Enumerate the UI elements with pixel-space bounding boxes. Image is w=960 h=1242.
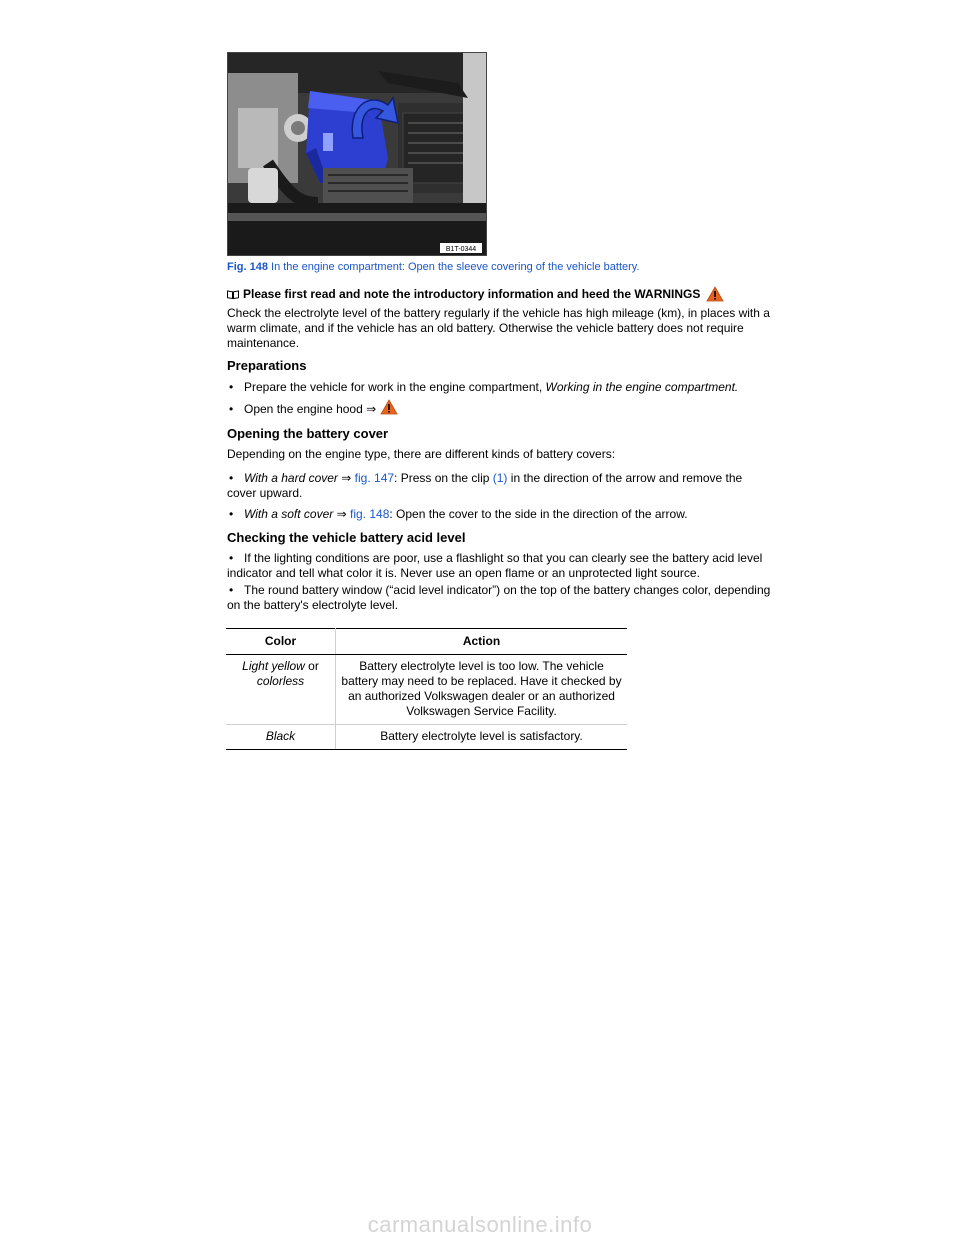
figure-caption-label: Fig. 148 bbox=[227, 261, 268, 273]
table-row bbox=[226, 655, 627, 725]
preparations-heading: Preparations bbox=[227, 358, 307, 373]
checking-item-1-text: If the lighting conditions are poor, use a flashlight so that you can clearly see the battery acid level indicator and tell what color it is. Never use an open flame or an unprotected light source. bbox=[227, 551, 763, 580]
figure-caption bbox=[227, 261, 640, 273]
checking-item-2-text: The round battery window (“acid level indicator”) on the top of the battery changes color, depending on the battery's electrolyte level. bbox=[227, 583, 771, 612]
preparations-item-2 bbox=[227, 402, 772, 417]
figure-caption-text: In the engine compartment: Open the sleeve covering of the vehicle battery. bbox=[267, 261, 640, 273]
opening-item-1 bbox=[227, 471, 772, 501]
color-action-table bbox=[226, 628, 627, 750]
color-cell bbox=[226, 655, 336, 725]
fig-147-link[interactable]: fig. 147 bbox=[354, 471, 395, 485]
opening-intro: Depending on the engine type, there are different kinds of battery covers: bbox=[227, 447, 616, 461]
intro-paragraph: Check the electrolyte level of the battery regularly if the vehicle has high mileage (km), in places with a warm climate, and if the vehicle has an old battery. Otherwise the vehicle battery does not require maintenance. bbox=[227, 306, 770, 350]
bullet-icon: • bbox=[229, 583, 234, 597]
engine-compartment-figure bbox=[227, 52, 487, 256]
arrow-text: ⇒ bbox=[337, 471, 355, 485]
bullet-icon: • bbox=[229, 507, 234, 521]
color-colorless: colorless bbox=[256, 674, 305, 688]
color-black: Black bbox=[265, 729, 296, 743]
checking-item-2 bbox=[227, 583, 772, 613]
opening-heading: Opening the battery cover bbox=[227, 426, 389, 441]
warning-triangle-icon[interactable] bbox=[706, 286, 724, 302]
color-light-yellow: Light yellow bbox=[242, 659, 305, 673]
checking-item-1 bbox=[227, 551, 772, 581]
opening-item-2 bbox=[227, 507, 772, 522]
bullet-icon: • bbox=[229, 380, 234, 394]
action-cell: Battery electrolyte level is too low. The vehicle battery may need to be replaced. Have it checked by an authorized Volkswagen dealer or an authorized Volkswagen Service Facility. bbox=[336, 655, 628, 725]
action-cell: Battery electrolyte level is satisfactory. bbox=[336, 725, 628, 750]
bullet-icon: • bbox=[229, 471, 234, 485]
intro-note bbox=[227, 286, 724, 302]
warning-triangle-icon[interactable] bbox=[380, 399, 398, 415]
color-cell bbox=[226, 725, 336, 750]
fig-148-link[interactable]: fig. 148 bbox=[350, 507, 390, 521]
bullet-icon: • bbox=[229, 551, 234, 565]
working-engine-link[interactable]: Working in the engine compartment. bbox=[545, 380, 739, 394]
hard-cover-label: With a hard cover bbox=[244, 471, 338, 485]
figure-code: B1T-0344 bbox=[445, 246, 477, 253]
opening-item-1-text-b: in the direction of the arrow and remove the cover upward. bbox=[227, 471, 743, 500]
soft-cover-label: With a soft cover bbox=[244, 507, 334, 521]
opening-item-1-text-a: : Press on the clip bbox=[394, 471, 493, 485]
color-column-header: Color bbox=[226, 629, 336, 655]
intro-text: Please first read and note the introductory information and heed the WARNINGS bbox=[243, 287, 701, 301]
preparations-item-1 bbox=[227, 380, 772, 395]
action-column-header: Action bbox=[336, 629, 628, 655]
opening-item-2-text: : Open the cover to the side in the direction of the arrow. bbox=[389, 507, 688, 521]
bullet-icon: • bbox=[229, 402, 234, 416]
site-watermark: carmanualsonline.info bbox=[367, 1212, 593, 1237]
table-row bbox=[226, 725, 627, 750]
clip-number-link[interactable]: (1) bbox=[492, 471, 508, 485]
preparations-item-1-text: Prepare the vehicle for work in the engine compartment, bbox=[244, 380, 546, 394]
table-header-row bbox=[226, 629, 627, 655]
preparations-item-2-text: Open the engine hood ⇒ bbox=[244, 402, 380, 416]
arrow-text: ⇒ bbox=[333, 507, 350, 521]
checking-heading: Checking the vehicle battery acid level bbox=[227, 530, 466, 545]
book-icon bbox=[227, 290, 239, 299]
color-or: or bbox=[304, 659, 319, 673]
